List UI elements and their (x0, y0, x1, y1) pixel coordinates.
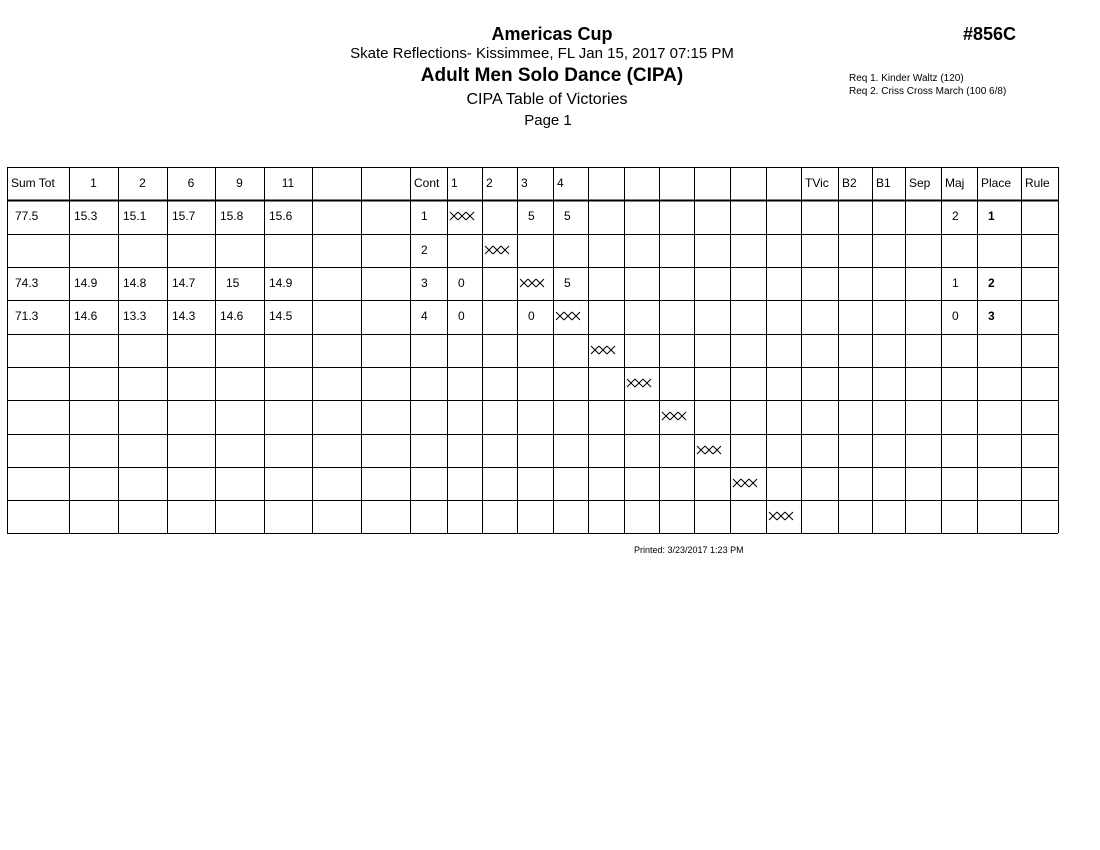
table-cell: 5 (564, 209, 571, 223)
header-cell: 1 (90, 176, 97, 190)
table-cell: 5 (528, 209, 535, 223)
table-cell: 14.8 (123, 276, 147, 290)
table-cell: 2 (952, 209, 959, 223)
header-cell: 9 (236, 176, 243, 190)
diagonal-xxx-mark (520, 279, 544, 287)
requirement-1: Req 1. Kinder Waltz (120) (849, 73, 964, 84)
table-cell: 0 (458, 309, 465, 323)
table-cell: 15.1 (123, 209, 147, 223)
table-cell: 3 (421, 276, 428, 290)
requirement-2: Req 2. Criss Cross March (100 6/8) (849, 86, 1007, 97)
header-cell: Cont (414, 176, 440, 190)
table-cell: 14.9 (74, 276, 98, 290)
table-cell: 0 (952, 309, 959, 323)
header-cell: 3 (521, 176, 528, 190)
diagonal-xxx-mark (662, 412, 686, 420)
table-cell: 74.3 (15, 276, 39, 290)
table-cell: 1 (952, 276, 959, 290)
header-cell: 2 (486, 176, 493, 190)
diagonal-xxx-mark (556, 312, 580, 320)
header-cell: 4 (557, 176, 564, 190)
header-cell: 6 (187, 176, 195, 190)
table-cell: 15.3 (74, 209, 98, 223)
header-cell: Sep (909, 176, 931, 190)
table-cell: 15 (226, 276, 240, 290)
header-cell: Rule (1025, 176, 1050, 190)
table-cell: 15.8 (220, 209, 244, 223)
table-cell: 0 (458, 276, 465, 290)
table-cell: 14.5 (269, 309, 293, 323)
table-cell: 71.3 (15, 309, 39, 323)
table-cell: 3 (988, 309, 995, 323)
diagonal-xxx-mark (769, 512, 793, 520)
header-cell: TVic (805, 176, 829, 190)
table-cell: 0 (528, 309, 535, 323)
diagonal-xxx-mark (485, 246, 509, 254)
event-name: Adult Men Solo Dance (CIPA) (420, 65, 684, 86)
diagonal-xxx-mark (733, 479, 757, 487)
table-cell: 2 (421, 243, 428, 257)
report-subtitle: CIPA Table of Victories (466, 91, 628, 108)
table-cell: 15.7 (172, 209, 196, 223)
table-cell: 77.5 (15, 209, 39, 223)
header-cell: 2 (139, 176, 146, 190)
table-cell: 14.9 (269, 276, 293, 290)
printed-timestamp: Printed: 3/23/2017 1:23 PM (634, 545, 744, 555)
diagonal-xxx-mark (627, 379, 651, 387)
header-cell: B2 (842, 176, 857, 190)
table-cell: 14.7 (172, 276, 196, 290)
competition-title: Americas Cup (491, 24, 613, 44)
diagonal-xxx-mark (591, 346, 615, 354)
header-cell: 1 (451, 176, 458, 190)
header-cell: Sum Tot (11, 176, 55, 190)
header-cell: 11 (281, 176, 295, 190)
table-cell: 2 (988, 276, 995, 290)
table-cell: 15.6 (269, 209, 293, 223)
header-cell: Maj (945, 176, 965, 190)
table-cell: 4 (421, 309, 428, 323)
table-cell: 14.3 (172, 309, 196, 323)
table-cell: 5 (564, 276, 571, 290)
event-code: #856C (963, 24, 1017, 44)
diagonal-xxx-mark (450, 212, 474, 220)
table-cell: 1 (988, 209, 995, 223)
table-cell: 14.6 (74, 309, 98, 323)
table-cell: 14.6 (220, 309, 244, 323)
header-cell: B1 (876, 176, 891, 190)
header-cell: Place (981, 176, 1012, 190)
page-number: Page 1 (524, 112, 572, 129)
diagonal-xxx-mark (697, 446, 721, 454)
venue-date-line: Skate Reflections- Kissimmee, FL Jan 15, 2017 07:15 PM (350, 45, 734, 62)
table-cell: 13.3 (123, 309, 147, 323)
table-cell: 1 (421, 209, 428, 223)
